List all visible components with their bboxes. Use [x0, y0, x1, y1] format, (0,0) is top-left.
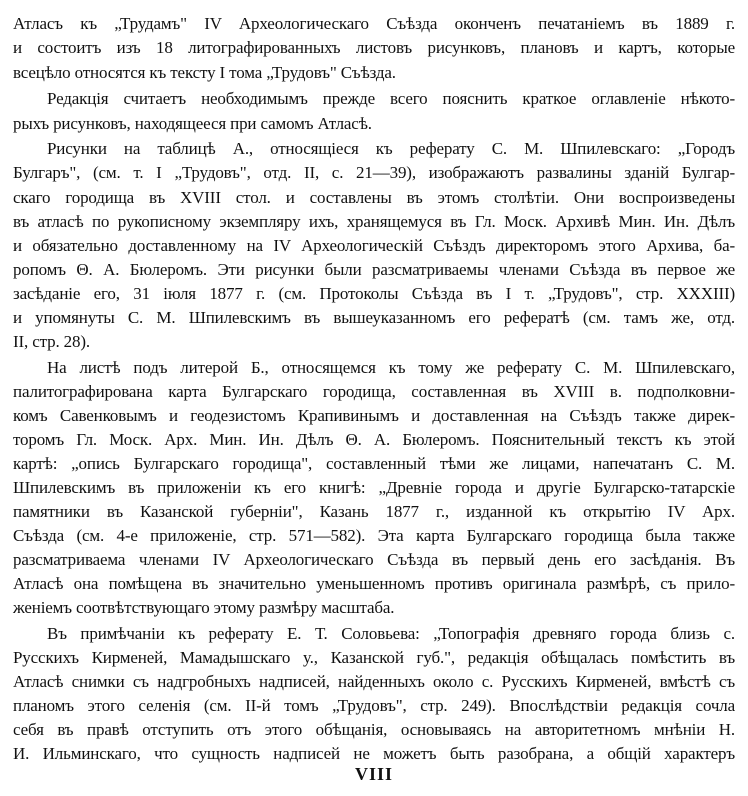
text-line: комъ Савенковымъ и геодезистомъ Крапивинымъ и доставленная на Съѣздъ также дирек-	[13, 406, 735, 425]
text-line: И. Ильминскаго, что сущность надписей не можетъ быть разобрана, а общій характеръ	[13, 744, 735, 763]
text-line: Шпилевскимъ въ приложеніи къ его книгѣ: „Древніе города и другіе Булгарско-татарскіе	[13, 478, 735, 497]
text-line: На листѣ подъ литерой Б., относящемся къ тому же реферату С. М. Шпилевскаго,	[47, 358, 735, 377]
text-line: памятники въ Казанской губерніи", Казань 1877 г., изданной къ открытію IV Арх.	[13, 502, 735, 521]
text-line: разсматриваема членами IV Археологическаго Съѣзда въ первый день его засѣданія. Въ	[13, 550, 735, 569]
text-line: Рисунки на таблицѣ А., относящіеся къ реферату С. М. Шпилевскаго: „Городъ	[47, 139, 735, 158]
text-line: себя въ правѣ отступить отъ этого обѣщанія, основываясь на авторитетномъ мнѣніи Н.	[13, 720, 735, 739]
text-line: всецѣло относятся къ тексту I тома „Трудовъ" Съѣзда.	[13, 63, 396, 82]
text-line: Атласѣ она помѣщена въ значительно уменьшенномъ противъ оригинала размѣрѣ, съ прило-	[13, 574, 735, 593]
text-line: ропомъ Θ. А. Бюлеромъ. Эти рисунки были разсматриваемы членами Съѣзда въ первое же	[13, 260, 735, 279]
text-line: II, стр. 28).	[13, 332, 90, 351]
text-line: палитографирована карта Булгарскаго городища, составленная въ XVIII в. подполковни-	[13, 382, 735, 401]
text-line: въ атласѣ по рукописному экземпляру ихъ, хранящемуся въ Гл. Моск. Архивѣ Мин. Ин. Дѣлъ	[13, 212, 735, 231]
text-line: и упомянуты С. М. Шпилевскимъ въ вышеуказанномъ его рефератѣ (см. тамъ же, отд.	[13, 308, 735, 327]
text-line: рыхъ рисунковъ, находящееся при самомъ Атласѣ.	[13, 114, 372, 133]
text-line: торомъ Гл. Моск. Арх. Мин. Ин. Дѣлъ Θ. А. Бюлеромъ. Пояснительный текстъ къ этой	[13, 430, 735, 449]
text-line: Атласъ къ „Трудамъ" IV Археологическаго Съѣзда оконченъ печатаніемъ въ 1889 г.	[13, 14, 735, 33]
text-line: и состоитъ изъ 18 литографированныхъ листовъ рисунковъ, плановъ и картъ, которые	[13, 38, 735, 57]
text-line: и обязательно доставленному на IV Археологическій Съѣздъ директоромъ этого Архива, ба-	[13, 236, 735, 255]
text-line: скаго городища въ XVIII стол. и составлены въ этомъ столѣтіи. Они воспроизведены	[13, 188, 735, 207]
text-line: женіемъ соотвѣтствующаго этому размѣру масштаба.	[13, 598, 395, 617]
text-line: Русскихъ Кирменей, Мамадышскаго у., Казанской губ.", редакція обѣщалась помѣстить въ	[13, 648, 735, 667]
text-line: планомъ этого селенія (см. II-й томъ „Трудовъ", стр. 249). Впослѣдствіи редакція сочла	[13, 696, 735, 715]
text-line: Въ примѣчаніи къ реферату Е. Т. Соловьева: „Топографія древняго города близь с.	[47, 624, 735, 643]
text-line: Атласѣ снимки съ надгробныхъ надписей, найденныхъ около с. Русскихъ Кирменей, вмѣстѣ съ	[13, 672, 735, 691]
text-line: Булгаръ", (см. т. I „Трудовъ", отд. II, с. 21—39), изображаютъ развалины зданій Булгар-	[13, 163, 735, 182]
text-line: засѣданіе его, 31 іюля 1877 г. (см. Протоколы Съѣзда въ I т. „Трудовъ", стр. XXXIII)	[13, 284, 735, 303]
text-line: картѣ: „опись Булгарскаго городища", составленный тѣми же лицами, напечатанъ С. М.	[13, 454, 735, 473]
page-number: VIII	[354, 764, 393, 784]
text-line: Редакція считаетъ необходимымъ прежде всего пояснить краткое оглавленіе нѣкото-	[47, 89, 735, 108]
text-line: Съѣзда (см. 4-е приложеніе, стр. 571—582). Эта карта Булгарскаго городища была также	[13, 526, 735, 545]
